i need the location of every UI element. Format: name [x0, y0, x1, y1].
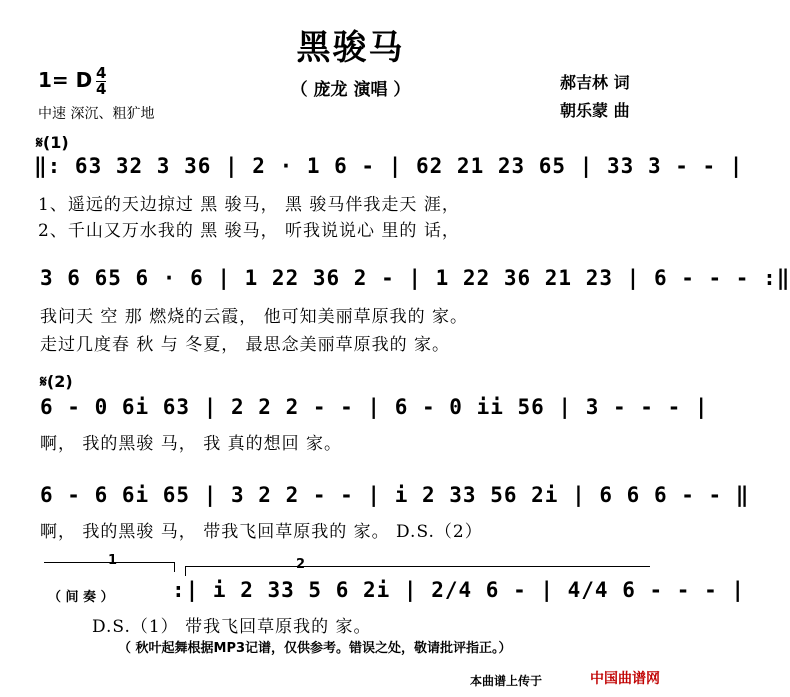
time-signature-top: 4	[96, 64, 107, 82]
notation-line-3: 6 - 0 6i 63 | 2 2 2 - - | 6 - 0 ii 56 | 3 - - - |	[40, 395, 709, 419]
singer-credit: （ 庞龙 演唱 ）	[290, 80, 411, 100]
time-signature-bottom: 4	[96, 80, 107, 98]
lyricist-credit: 郝吉林 词	[560, 73, 630, 92]
notation-line-5: :| i 2 33 5 6 2i | 2/4 6 - | 4/4 6 - - - |	[172, 578, 746, 602]
lyric-line-2-verse-2: 走过几度春 秋 与 冬夏， 最思念美丽草原我的 家。	[40, 335, 451, 355]
volta-1-label: 1	[108, 553, 118, 568]
lyric-line-2-verse-1: 我问天 空 那 燃烧的云霞， 他可知美丽草原我的 家。	[40, 307, 469, 327]
upload-footer: 本曲谱上传于	[470, 674, 543, 688]
lyric-line-1-verse-1: 1、遥远的天边掠过 黑 骏马， 黑 骏马伴我走天 涯，	[38, 195, 460, 215]
key-signature: 1= D	[38, 68, 93, 92]
lyric-line-5: D.S.（1） 带我飞回草原我的 家。	[92, 617, 372, 637]
segno-2: 𝄋(2)	[40, 372, 73, 391]
lyric-line-1-verse-2: 2、千山又万水我的 黑 骏马， 听我说说心 里的 话，	[38, 221, 460, 241]
notation-line-4: 6 - 6 6i 65 | 3 2 2 - - | i 2 33 56 2i | 6 6 6 - - ‖	[40, 483, 750, 507]
volta-1-end	[174, 562, 175, 572]
song-title: 黑骏马	[296, 28, 405, 68]
time-signature	[96, 66, 106, 97]
volta-2-start	[185, 566, 186, 576]
lyric-line-3: 啊， 我的黑骏 马， 我 真的想回 家。	[40, 434, 343, 454]
transcription-note: （ 秋叶起舞根据MP3记谱，仅供参考。错误之处，敬请批评指正。）	[118, 641, 512, 656]
notation-line-2: 3 6 65 6 · 6 | 1 22 36 2 - | 1 22 36 21 23 | 6 - - - :‖	[40, 266, 790, 290]
tempo-marking: 中速 深沉、粗犷地	[38, 106, 155, 122]
notation-line-1: ‖: 63 32 3 36 | 2 · 1 6 - | 62 21 23 65 | 33 3 - - |	[34, 154, 744, 178]
interlude-label: （ 间 奏 ）	[48, 590, 114, 605]
site-logo: 中国曲谱网	[590, 671, 660, 687]
volta-2-label: 2	[296, 557, 306, 572]
volta-2-bracket	[185, 566, 650, 567]
composer-credit: 朝乐蒙 曲	[560, 101, 630, 120]
lyric-line-4: 啊， 我的黑骏 马， 带我飞回草原我的 家。 D.S.（2）	[40, 522, 483, 542]
segno-1: 𝄋(1)	[36, 133, 69, 152]
